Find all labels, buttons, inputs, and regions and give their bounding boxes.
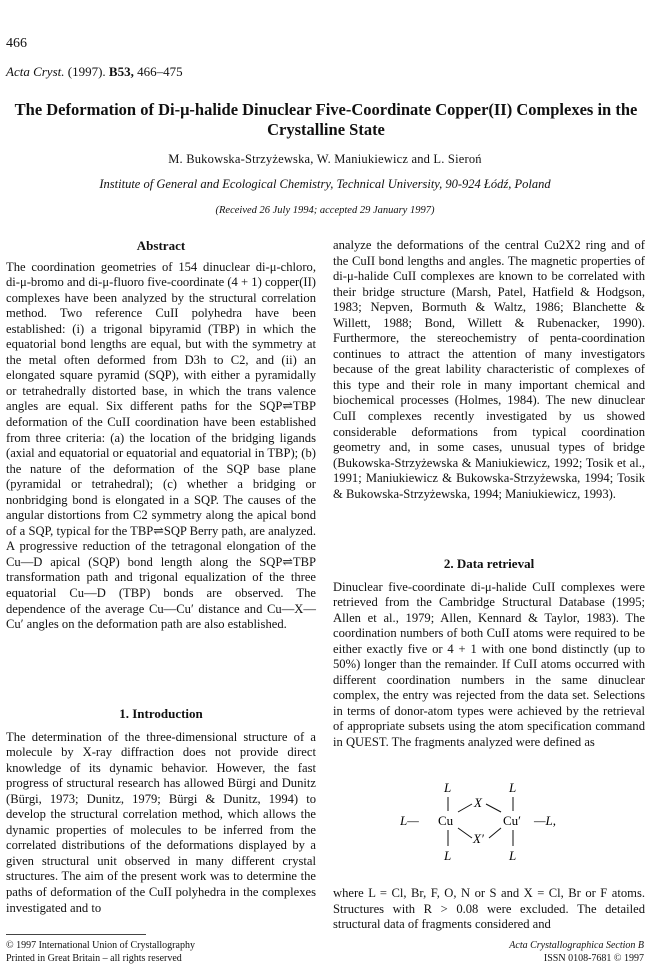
citation-journal: Acta Cryst. [6,64,65,79]
citation-line [6,64,183,80]
introduction-text: The determination of the three-dimensional structure of a molecule by X-ray diffraction does not provide direct knowledge of its dynamic behavior. However, the fast progress of structural research has allowed Bürgi and Dunitz (Bürgi, 1973; Dunitz, 1979; Bürgi & Dunitz, 1994) to develop the structural correlation method, which allows the dynamic properties of molecules to be inferred from the correlated distributions of the deformations displayed by a given structural unit observed in many different crystal structures. The aim of the present work was to determine the paths of deformation of the CuII polyhedra in the complexes investigated and to [6,729,316,915]
citation-volume: B53, [108,64,134,79]
data-retrieval-section [333,556,645,751]
copyright-line: © 1997 International Union of Crystallography [6,940,195,951]
abstract-heading: Abstract [136,238,186,253]
affiliation: Institute of General and Ecological Chemistry, Technical University, 90-924 Łódź, Poland [99,177,551,191]
footer-right [509,940,644,965]
scheme-bond-xp-left [458,828,472,838]
scheme-bond-x-right [486,804,501,812]
scheme-L-bottom-left: L [444,848,452,863]
fragment-scheme [400,780,610,868]
introduction-section [6,706,316,916]
journal-name: Acta Crystallographica Section B [509,940,644,951]
printed-line: Printed in Great Britain – all rights reserved [6,952,182,964]
scheme-L-bottom-right: L [509,848,517,863]
data-retrieval-text: Dinuclear five-coordinate di-μ-halide CuII complexes were retrieved from the Cambridge Structural Database (1995; Allen et al., 1979; Allen, Kennard & Taylor, 1983). The coordination numbers of both CuII atoms were required to be either exactly five or 4 + 1 with one bond distinctly (up to 50%) longer than the remainder. If CuII atoms occurred with different coordination numbers in the same dinuclear complex, the entry was rejected from the data set. Selections in terms of donor-atom types were achieved by the retrieval of appropriate subsets using the atom specification command in QUEST. The fragments analyzed were defined as [333,579,645,750]
issn-line: ISSN 0108-7681 © 1997 [543,952,644,964]
scheme-L-right: —L, [534,813,557,828]
introduction-heading: 1. Introduction [119,706,203,721]
scheme-L-top-left: L [444,780,452,795]
after-scheme-section [333,886,645,933]
right-column-intro [333,238,645,502]
abstract-text: The coordination geometries of 154 dinuclear di-μ-chloro, di-μ-bromo and di-μ-fluoro five-coordinate (4 + 1) copper(II) complexes have been analyzed by the structural correlation method. Two reference CuII polyhedra have been established: (i) a trigonal bipyramid (TBP) in which the equatorial bond lengths are equal, but with the symmetry at the metal often deformed from D3h to C2, and (ii) an elongated square pyramid (SQP), with either a pyramidally or tetrahedrally distorted base, in which the trans valence angles are equal. Six different paths for the SQP⇌TBP deformation of the CuII coordination have been established from three criteria: (a) the location of the bridging ligands (axial and equatorial or equatorial and equatorial in TBP); (b) the nature of the deformation of the SQP base plane (pyramidal or tetrahedral); (c) whether a bridging or nonbridging bond is elongated in a SQP. The causes of the angular distortions from C2 symmetry along the apical bond of a SQP, typical for the TBP⇌SQP Berry path, are analyzed. A progressive reduction of the tetragonal elongation of the Cu—D apical (SQP) bond length along the SQP⇌TBP transformation path and trigonal equalization of the three equatorial Cu—D (TBP) bonds are observed. The dependence of the average Cu—Cu′ distance and Cu—X—Cu′ angles on the deformation path are also established. [6,259,316,632]
scheme-bond-xp-right [489,828,501,838]
scheme-Cu-prime: Cu′ [503,813,522,828]
scheme-X: X [474,795,482,810]
after-scheme-text: where L = Cl, Br, F, O, N or S and X = Cl, Br or F atoms. Structures with R > 0.08 were excluded. The detailed structural data of fragments considered and [333,886,645,932]
scheme-L-top-right: L [509,780,517,795]
authors: M. Bukowska-Strzyżewska, W. Maniukiewicz and L. Sieroń [168,152,482,166]
scheme-bond-x-left [458,804,472,812]
received-dates: (Received 26 July 1994; accepted 29 January 1997) [215,205,435,216]
scheme-X-prime: X′ [473,831,484,846]
abstract-section [6,238,316,633]
footer-left [6,940,195,965]
citation-year: (1997). [67,64,106,79]
citation-pages: 466–475 [137,64,183,79]
data-retrieval-heading: 2. Data retrieval [443,556,535,571]
page-number: 466 [6,36,27,51]
introduction-continued-text: analyze the deformations of the central Cu2X2 ring and of the CuII bond lengths and angles. The magnetic properties of di-μ-halide CuII complexes are known to be correlated with their bridge structure (Marsh, Patel, Hatfield & Hodgson, 1983; Nepven, Bormuth & Waltz, 1986; Blanchette & Willett, 1988; Bond, Willett & Rubenacker, 1990). Furthermore, the stereochemistry of penta-coordination continues to attract the attention of many investigators because of the great lability characteristic of complexes of this type and their role in many important chemical and biochemical processes (Holmes, 1984). The new dinuclear CuII complexes recently investigated by us showed considerable deformations from typical coordination geometry and, in some cases, unusual types of bridge (Bukowska-Strzyżewska & Maniukiewicz, 1992; Tosik et al., 1991; Maniukiewicz & Bukowska-Strzyżewska, 1994; Tosik & Bukowska-Strzyżewska, 1994; Maniukiewicz, 1993). [333,238,645,501]
paper-title: The Deformation of Di-μ-halide Dinuclear Five-Coordinate Copper(II) Complexes in the Crystalline State [14,100,638,139]
footer-rule [6,934,146,935]
scheme-Cu: Cu [438,813,454,828]
scheme-L-left: L— [400,813,419,828]
